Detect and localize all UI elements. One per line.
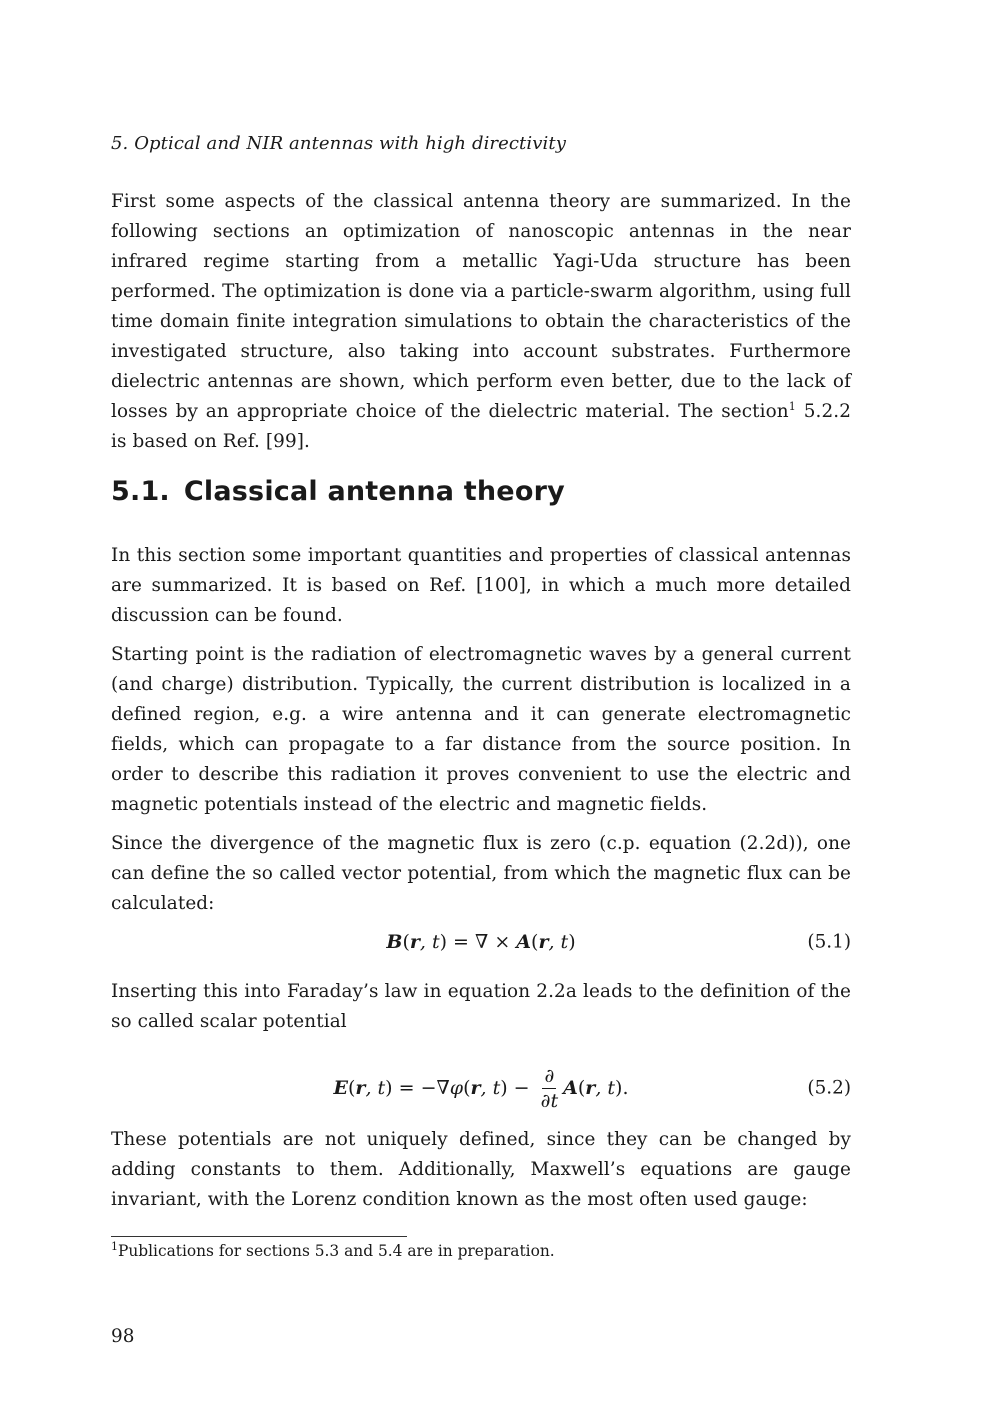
eq2-symbol-r: r [470, 1077, 481, 1099]
equation-5-1-body [111, 912, 851, 972]
eq1-symbol-t: , t [548, 931, 569, 953]
eq1-symbol-A: A [516, 931, 532, 953]
eq2-symbol-phi: φ [449, 1077, 464, 1099]
equation-number-5-1: (5.1) [807, 931, 851, 953]
equation-number-5-2: (5.2) [807, 1077, 851, 1099]
eq1-paren: ( [402, 931, 410, 953]
eq2-symbol-r: r [585, 1077, 596, 1099]
eq2-symbol-t: , t [480, 1077, 501, 1099]
equation-5-2-body [111, 1058, 851, 1118]
eq2-fraction-numerator: ∂ [544, 1064, 555, 1087]
intro-text: First some aspects of the classical antenna theory are summarized. In the following sections an optimization of nanoscopic antennas in the near infrared regime starting from a metallic Yagi-Uda structure has been performed. The optimization is done via a particle-swarm algorithm, using full time domain finite integration simulations to obtain the characteristics of the investigated structure, also taking into account substrates. Furthermore dielectric antennas are shown, which perform even better, due to the lack of losses by an appropriate choice of the dielectric material. The section [111, 191, 851, 422]
eq1-symbol-r: r [538, 931, 549, 953]
paragraph-4: Inserting this into Faraday’s law in equation 2.2a leads to the definition of the so called scalar potential [111, 981, 851, 1032]
eq2-symbol-t: , t [595, 1077, 616, 1099]
eq1-paren: ( [531, 931, 539, 953]
running-head: 5. Optical and NIR antennas with high directivity [111, 133, 566, 154]
eq1-symbol-t: , t [419, 931, 440, 953]
paragraph-5: These potentials are not uniquely defined, since they can be changed by adding constants to them. Additionally, Maxwell’s equations are gauge invariant, with the Lorenz condition known as the most often used gauge: [111, 1129, 851, 1210]
footnote-number: 1 [111, 1239, 118, 1253]
intro-paragraph [111, 187, 851, 457]
eq2-paren: ). [615, 1077, 629, 1099]
paragraph-1: In this section some important quantities and properties of classical antennas are summarized. It is based on Ref. [100], in which a much more detailed discussion can be found. [111, 545, 851, 626]
eq2-operator: ) − [500, 1077, 536, 1099]
section-title: Classical antenna theory [183, 476, 565, 507]
eq2-paren: ( [577, 1077, 586, 1099]
intro-text-end: 5.2.2 is based on Ref. [99]. [111, 401, 851, 452]
eq2-paren: ) [385, 1077, 393, 1099]
eq2-paren: ( [348, 1077, 356, 1099]
eq1-symbol-r: r [409, 931, 420, 953]
footnote-text: Publications for sections 5.3 and 5.4 are in preparation. [118, 1242, 555, 1260]
equation-5-2 [111, 1058, 851, 1118]
eq1-paren: ) [439, 931, 448, 953]
eq2-fraction-denominator: ∂t [540, 1089, 559, 1112]
eq2-symbol-E: E [333, 1077, 348, 1099]
eq2-paren: ( [463, 1077, 471, 1099]
eq2-symbol-r: r [355, 1077, 366, 1099]
eq2-operator: = −∇ [392, 1077, 450, 1099]
equation-5-1 [111, 912, 851, 972]
eq1-paren: ) [568, 931, 576, 953]
footnote-rule [111, 1236, 407, 1237]
page [111, 0, 851, 1414]
eq1-symbol-B: B [386, 931, 403, 953]
section-heading [111, 476, 565, 507]
footnote-mark: 1 [788, 399, 796, 413]
section-number: 5.1. [111, 476, 170, 507]
eq2-symbol-t: , t [365, 1077, 386, 1099]
paragraph-3: Since the divergence of the magnetic flux is zero (c.p. equation (2.2d)), one can define the so called vector potential, from which the magnetic flux can be calculated: [111, 833, 851, 914]
footnote [111, 1239, 555, 1260]
page-number: 98 [111, 1326, 135, 1347]
eq1-operator: = ∇ × [447, 931, 517, 953]
eq2-fraction [539, 1064, 560, 1113]
eq2-symbol-A: A [563, 1077, 578, 1099]
paragraph-2: Starting point is the radiation of electromagnetic waves by a general current (and charge) distribution. Typically, the current distribution is localized in a defined region, e.g. a wire antenna and it can generate electromagnetic fields, which can propagate to a far distance from the source position. In order to describe this radiation it proves convenient to use the electric and magnetic potentials instead of the electric and magnetic fields. [111, 644, 851, 815]
